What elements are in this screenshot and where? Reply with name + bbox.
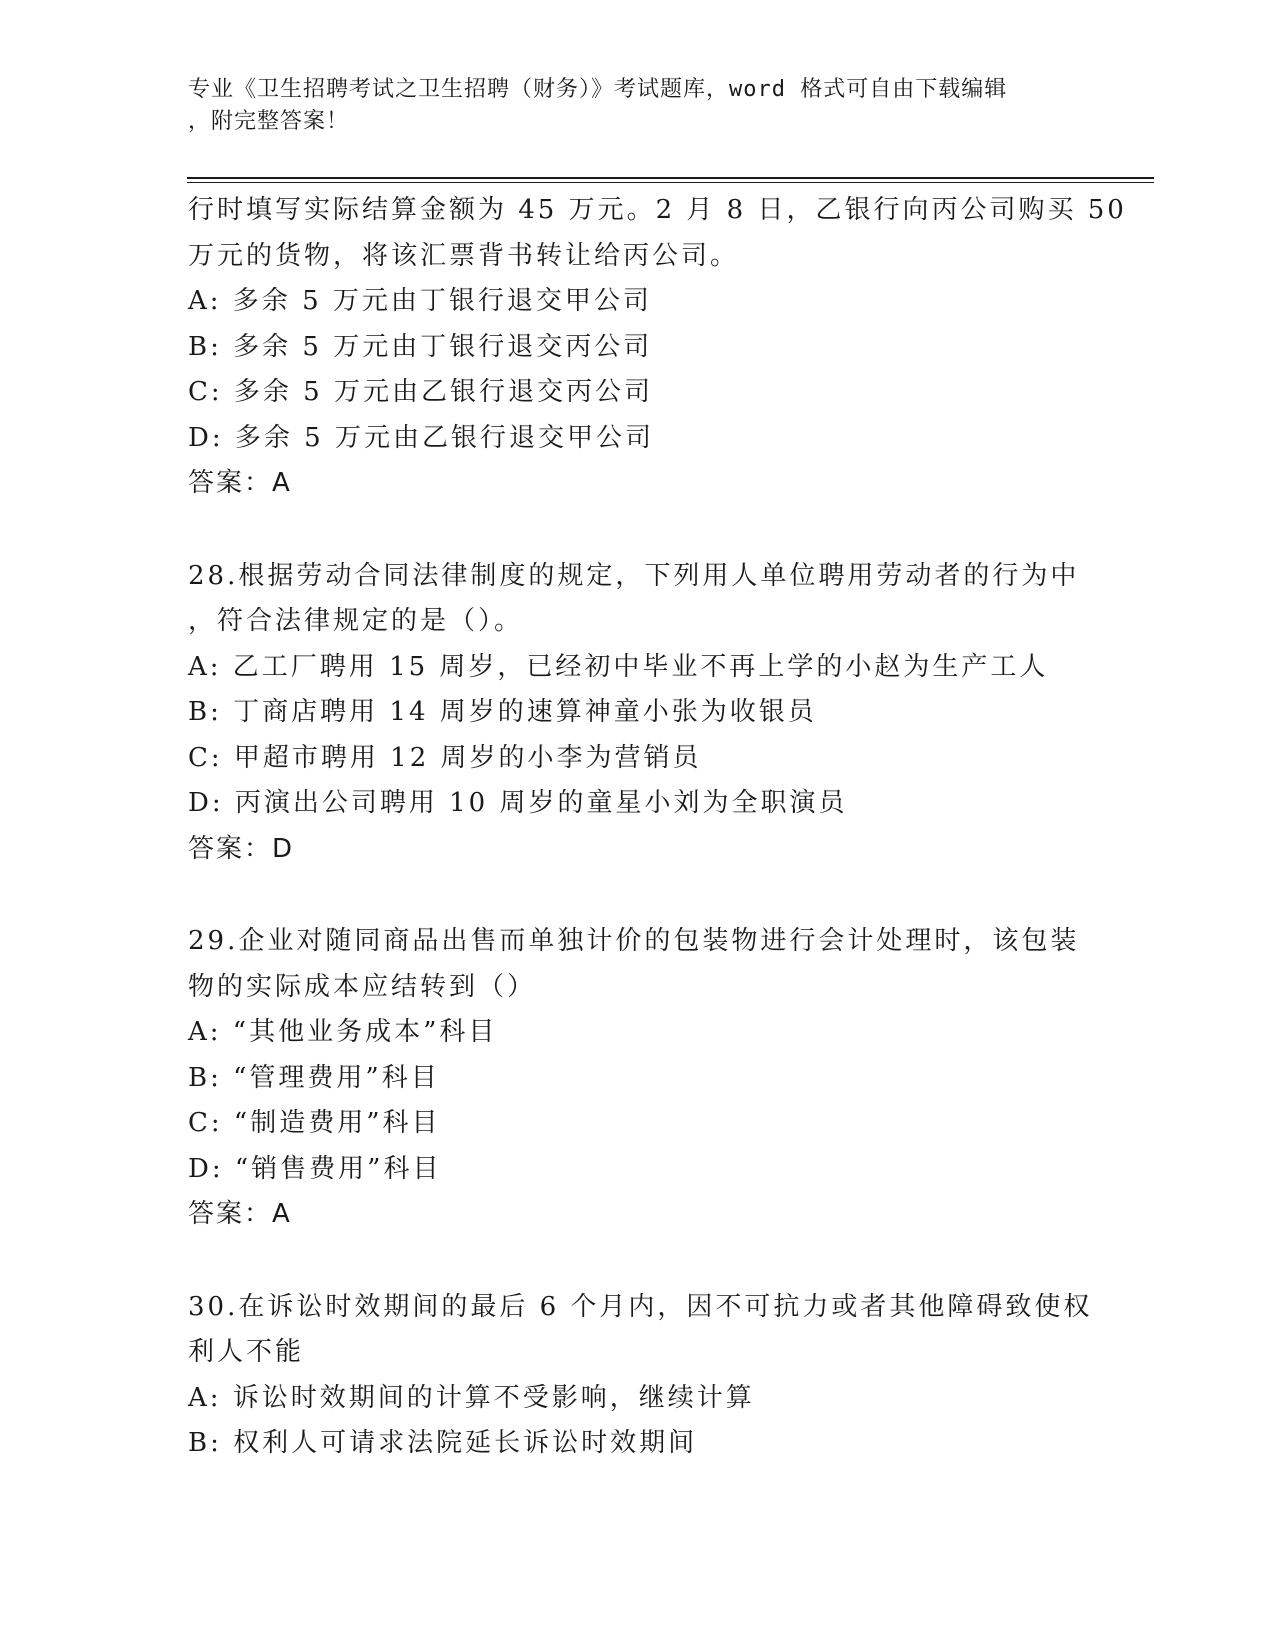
- question-29: [188, 919, 1088, 1238]
- option-a: A: “其他业务成本”科目: [188, 1017, 498, 1047]
- question-spacer: [188, 507, 1088, 554]
- header-divider-thick: [187, 177, 1154, 179]
- header-title-continuation: ，附完整答案！: [188, 109, 350, 134]
- option-a: A: 多余 5 万元由丁银行退交甲公司: [188, 286, 652, 316]
- question-stem-line: 行时填写实际结算金额为 45 万元。2 月 8 日，乙银行向丙公司购买 50: [188, 195, 1127, 225]
- question-stem-line: 利人不能: [188, 1337, 305, 1367]
- question-stem-line: 物的实际成本应结转到（）: [188, 971, 537, 1002]
- document-header: [188, 74, 1068, 138]
- question-stem-line: 29.企业对随同商品出售而单独计价的包装物进行会计处理时，该包装: [188, 926, 1080, 956]
- question-stem-line: 30.在诉讼时效期间的最后 6 个月内，因不可抗力或者其他障碍致使权: [188, 1291, 1093, 1322]
- option-a: A: 乙工厂聘用 15 周岁，已经初中毕业不再上学的小赵为生产工人: [188, 651, 1049, 682]
- question-27: [188, 188, 1127, 507]
- question-30: [188, 1285, 1093, 1467]
- question-list: [188, 188, 1127, 1467]
- option-c: C: 甲超市聘用 12 周岁的小李为营销员: [188, 742, 702, 773]
- header-divider-thin: [187, 182, 1154, 183]
- option-a: A: 诉讼时效期间的计算不受影响，继续计算: [188, 1382, 755, 1413]
- question-spacer: [188, 872, 1088, 919]
- option-b: B: 丁商店聘用 14 周岁的速算神童小张为收银员: [188, 697, 817, 727]
- option-d: D: 丙演出公司聘用 10 周岁的童星小刘为全职演员: [188, 788, 848, 818]
- question-28: [188, 554, 1088, 873]
- answer-line: 答案：A: [188, 468, 292, 498]
- question-stem-line: 28.根据劳动合同法律制度的规定，下列用人单位聘用劳动者的行为中: [188, 560, 1080, 591]
- option-c: C: “制造费用”科目: [188, 1108, 441, 1138]
- answer-line: 答案：A: [188, 1199, 292, 1229]
- option-b: B: 权利人可请求法院延长诉讼时效期间: [188, 1428, 698, 1458]
- question-spacer: [188, 1238, 1088, 1285]
- answer-line: 答案：D: [188, 833, 295, 864]
- option-c: C: 多余 5 万元由乙银行退交丙公司: [188, 377, 653, 407]
- option-d: D: “销售费用”科目: [188, 1153, 442, 1184]
- option-b: B: “管理费用”科目: [188, 1062, 440, 1093]
- question-stem-line: 万元的货物，将该汇票背书转让给丙公司。: [188, 240, 740, 271]
- question-stem-line: ，符合法律规定的是（）。: [188, 606, 524, 636]
- option-b: B: 多余 5 万元由丁银行退交丙公司: [188, 331, 653, 362]
- header-title-line: 专业《卫生招聘考试之卫生招聘（财务）》考试题库，word 格式可自由下载编辑: [188, 77, 1008, 102]
- option-d: D: 多余 5 万元由乙银行退交甲公司: [188, 422, 654, 453]
